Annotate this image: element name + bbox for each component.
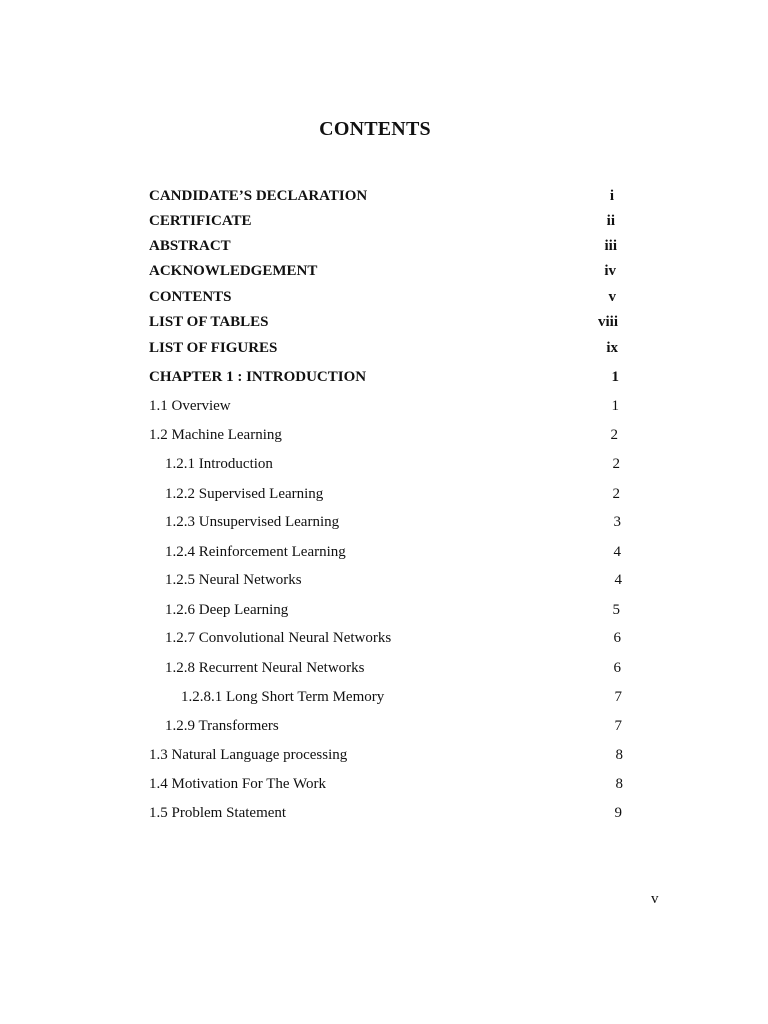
toc-entry-page: iii <box>604 238 617 254</box>
toc-entry-label: 1.2.7 Convolutional Neural Networks <box>165 630 392 646</box>
toc-entry-page: ii <box>606 213 615 229</box>
toc-entry-page: 6 <box>613 630 621 646</box>
toc-entry-page: 6 <box>613 660 621 676</box>
toc-entry-page: iv <box>604 263 616 279</box>
toc-entry <box>0 396 768 416</box>
toc-entry <box>0 774 768 794</box>
toc-entry <box>0 287 768 307</box>
toc-entry <box>0 186 768 206</box>
toc-entry <box>0 803 768 823</box>
toc-entry-label: 1.2.2 Supervised Learning <box>165 486 324 502</box>
toc-entry-label: 1.2.8 Recurrent Neural Networks <box>165 660 365 676</box>
toc-entry-page: 2 <box>612 456 620 472</box>
toc-entry-label: CONTENTS <box>149 289 232 305</box>
toc-entry-page: i <box>609 188 614 204</box>
toc-entry-label: 1.2.1 Introduction <box>165 456 273 472</box>
toc-entry-page: 2 <box>610 427 618 443</box>
toc-entry <box>0 425 768 445</box>
toc-entry-label: CANDIDATE’S DECLARATION <box>149 188 368 204</box>
toc-entry <box>0 236 768 256</box>
toc-entry <box>0 484 768 504</box>
toc-entry <box>0 600 768 620</box>
toc-entry-label: 1.2.3 Unsupervised Learning <box>165 514 340 530</box>
toc-entry-label: 1.2.6 Deep Learning <box>165 602 289 618</box>
toc-entry-page: v <box>608 289 616 305</box>
toc-entry <box>0 512 768 532</box>
toc-entry <box>0 312 768 332</box>
toc-entry-page: viii <box>597 314 618 330</box>
toc-entry <box>0 338 768 358</box>
toc-entry-label: CERTIFICATE <box>149 213 252 229</box>
toc-entry <box>0 367 768 387</box>
toc-entry-label: ABSTRACT <box>149 238 231 254</box>
toc-entry-label: 1.2.5 Neural Networks <box>165 572 302 588</box>
toc-entry-page: 3 <box>613 514 621 530</box>
toc-entry-page: 1 <box>611 398 619 414</box>
toc-entry <box>0 542 768 562</box>
toc-entry-page: 7 <box>614 718 622 734</box>
toc-entry-page: 7 <box>614 689 622 705</box>
toc-entry <box>0 454 768 474</box>
page-title: CONTENTS <box>319 118 431 140</box>
toc-entry-label: 1.1 Overview <box>149 398 231 414</box>
toc-entry-page: 2 <box>612 486 620 502</box>
toc-entry-label: 1.5 Problem Statement <box>149 805 287 821</box>
toc-entry-label: 1.4 Motivation For The Work <box>149 776 326 792</box>
toc-entry-label: 1.2.8.1 Long Short Term Memory <box>181 689 385 705</box>
toc-entry-label: CHAPTER 1 : INTRODUCTION <box>149 369 367 385</box>
toc-entry-page: 5 <box>612 602 620 618</box>
toc-entry <box>0 716 768 736</box>
toc-entry-page: 1 <box>611 369 619 385</box>
toc-entry-label: 1.2.9 Transformers <box>165 718 279 734</box>
toc-entry-label: 1.2.4 Reinforcement Learning <box>165 544 346 560</box>
toc-entry <box>0 745 768 765</box>
toc-entry <box>0 570 768 590</box>
toc-entry-page: 4 <box>613 544 621 560</box>
toc-entry <box>0 687 768 707</box>
toc-entry-label: LIST OF FIGURES <box>149 340 278 356</box>
toc-entry <box>0 658 768 678</box>
toc-entry-page: 8 <box>615 776 623 792</box>
toc-entry-page: 9 <box>614 805 622 821</box>
toc-entry-page: 8 <box>615 747 623 763</box>
toc-entry-label: ACKNOWLEDGEMENT <box>149 263 318 279</box>
toc-entry-label: 1.3 Natural Language processing <box>149 747 348 763</box>
toc-entry-page: ix <box>606 340 618 356</box>
toc-entry <box>0 628 768 648</box>
toc-entry-label: 1.2 Machine Learning <box>149 427 282 443</box>
toc-entry-page: 4 <box>614 572 622 588</box>
footer-page-number: v <box>651 891 659 907</box>
toc-entry <box>0 211 768 231</box>
toc-entry-label: LIST OF TABLES <box>149 314 269 330</box>
toc-entry <box>0 261 768 281</box>
